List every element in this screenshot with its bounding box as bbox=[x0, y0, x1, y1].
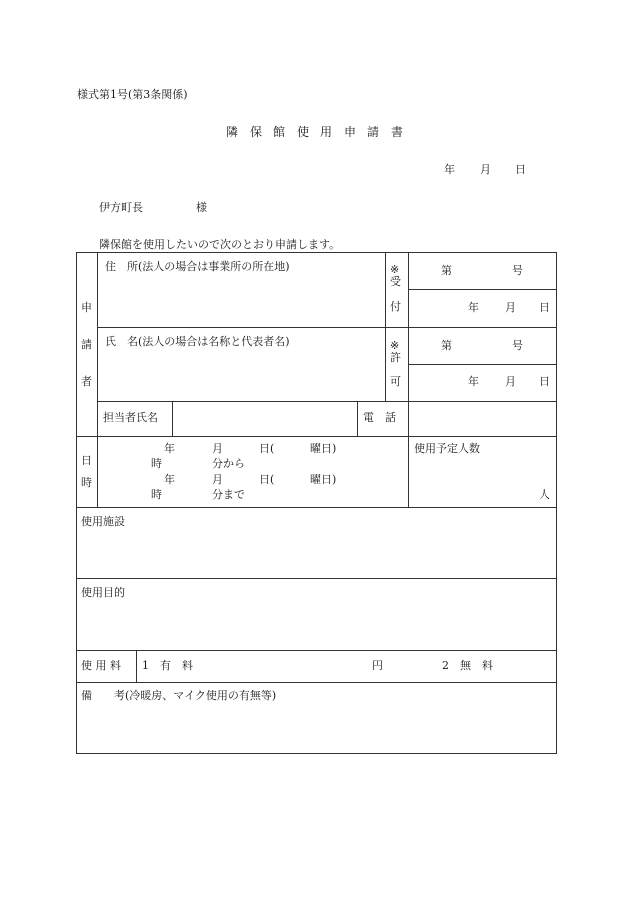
title-char: 書 bbox=[391, 125, 404, 139]
name-label: 氏 名(法人の場合は名称と代表者名) bbox=[105, 335, 290, 348]
end-hour: 時 bbox=[151, 488, 162, 501]
permit-year: 年 bbox=[468, 375, 479, 388]
fee-option-free: 2 無 料 bbox=[442, 659, 493, 672]
side-label-char: 者 bbox=[81, 375, 92, 388]
phone-label: 電 話 bbox=[363, 411, 396, 424]
reception-label: 付 bbox=[390, 300, 401, 313]
start-hour: 時 bbox=[151, 457, 162, 470]
fee-option-paid: 1 有 料 bbox=[142, 659, 193, 672]
intro-text: 隣保館を使用したいので次のとおり申請します。 bbox=[99, 238, 341, 251]
addressee-honorific: 様 bbox=[196, 201, 207, 214]
end-year: 年 bbox=[164, 473, 175, 486]
fee-yen-unit: 円 bbox=[372, 659, 383, 672]
start-year: 年 bbox=[164, 442, 175, 455]
reference-mark: ※ bbox=[390, 263, 400, 276]
reference-mark: ※ bbox=[390, 339, 400, 352]
title-char: 館 bbox=[273, 125, 286, 139]
people-count-unit: 人 bbox=[539, 488, 550, 501]
title-char: 使 bbox=[297, 125, 310, 139]
title-char: 隣 bbox=[226, 125, 239, 139]
reception-day: 日 bbox=[539, 301, 550, 314]
side-label-char: 請 bbox=[81, 338, 92, 351]
fee-label: 使 用 料 bbox=[81, 659, 121, 672]
start-day: 日( bbox=[259, 442, 275, 455]
permit-label: 許 bbox=[390, 351, 401, 364]
side-label-char: 時 bbox=[81, 476, 92, 489]
reception-year: 年 bbox=[468, 301, 479, 314]
remarks-label: 備 考(冷暖房、マイク使用の有無等) bbox=[81, 689, 277, 702]
permit-day: 日 bbox=[539, 375, 550, 388]
reception-number-prefix: 第 bbox=[441, 264, 452, 277]
date-year: 年 bbox=[444, 163, 455, 176]
start-minute-from: 分から bbox=[212, 457, 245, 470]
start-weekday: 曜日) bbox=[310, 442, 337, 455]
date-month: 月 bbox=[480, 163, 491, 176]
reception-label: 受 bbox=[390, 275, 401, 288]
title-char: 保 bbox=[250, 125, 263, 139]
title-char: 請 bbox=[367, 125, 380, 139]
address-label: 住 所(法人の場合は事業所の所在地) bbox=[105, 260, 290, 273]
end-weekday: 曜日) bbox=[310, 473, 337, 486]
permit-month: 月 bbox=[505, 375, 516, 388]
contact-person-label: 担当者氏名 bbox=[103, 411, 158, 424]
permit-label: 可 bbox=[390, 375, 401, 388]
title-char: 申 bbox=[344, 125, 357, 139]
side-label-char: 申 bbox=[81, 301, 92, 314]
form-number: 様式第1号(第3条関係) bbox=[77, 88, 188, 101]
end-month: 月 bbox=[212, 473, 223, 486]
end-minute-until: 分まで bbox=[212, 488, 245, 501]
end-day: 日( bbox=[259, 473, 275, 486]
date-day: 日 bbox=[515, 163, 526, 176]
addressee-name: 伊方町長 bbox=[99, 201, 143, 214]
title-char: 用 bbox=[320, 125, 333, 139]
facility-label: 使用施設 bbox=[81, 515, 125, 528]
side-label-char: 日 bbox=[81, 454, 92, 467]
people-count-label: 使用予定人数 bbox=[414, 442, 480, 455]
permit-number-prefix: 第 bbox=[441, 339, 452, 352]
start-month: 月 bbox=[212, 442, 223, 455]
purpose-label: 使用目的 bbox=[81, 586, 125, 599]
permit-number-suffix: 号 bbox=[512, 339, 523, 352]
reception-number-suffix: 号 bbox=[512, 264, 523, 277]
reception-month: 月 bbox=[505, 301, 516, 314]
